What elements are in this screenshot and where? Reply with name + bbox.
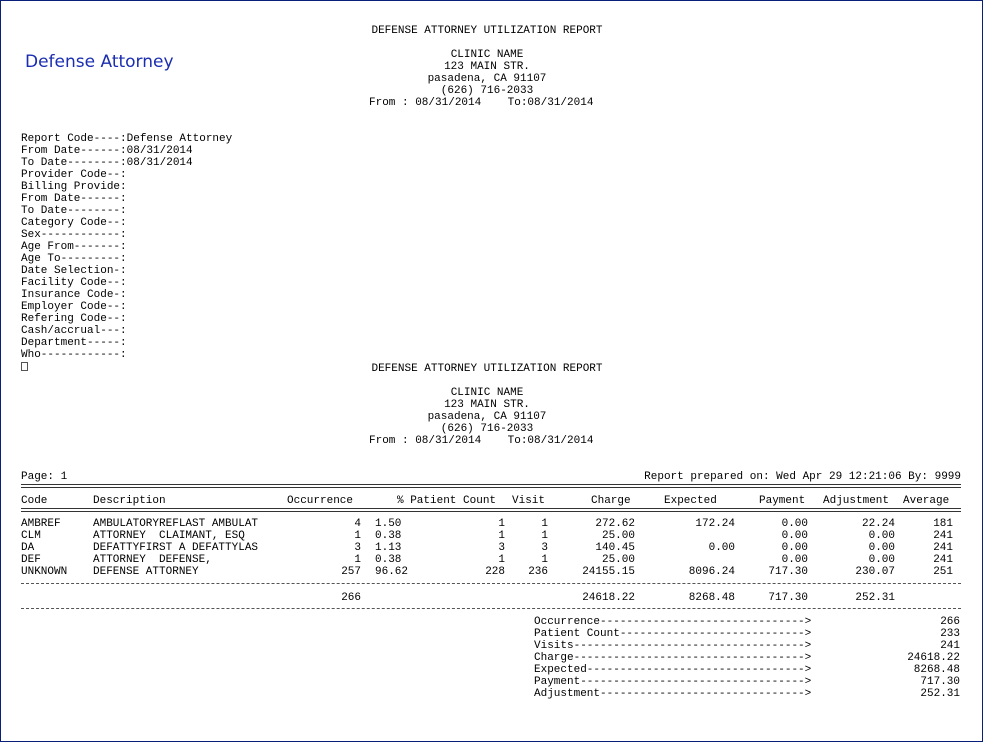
- criteria-line: From Date------:: [21, 193, 127, 205]
- dash-rule: [21, 583, 961, 584]
- cell-visit: 3: [541, 542, 548, 554]
- double-rule-2: [21, 508, 961, 512]
- cell-percent: 96.62: [375, 566, 409, 578]
- cell-payment: 0.00: [781, 530, 808, 542]
- cell-patient-count: 3: [498, 542, 505, 554]
- cell-patient-count: 228: [485, 566, 505, 578]
- report-title: DEFENSE ATTORNEY UTILIZATION REPORT: [371, 25, 603, 37]
- cell-visit: 1: [541, 554, 548, 566]
- cell-percent: 1.50: [375, 518, 402, 530]
- clinic-phone-2: (626) 716-2033: [440, 423, 534, 435]
- double-rule: [21, 484, 961, 488]
- date-range: From : 08/31/2014 To:08/31/2014: [369, 97, 594, 109]
- dash-rule-2: [21, 608, 961, 609]
- cell-percent: 1.13: [375, 542, 402, 554]
- cell-patient-count: 1: [498, 530, 505, 542]
- summary-value: 24618.22: [907, 652, 960, 664]
- cell-patient-count: 1: [498, 518, 505, 530]
- col-pct-patient-count: % Patient Count: [397, 495, 497, 507]
- criteria-line: Report Code----:Defense Attorney: [21, 133, 233, 145]
- cell-payment: 0.00: [781, 518, 808, 530]
- col-occurrence: Occurrence: [287, 495, 354, 507]
- clinic-name: CLINIC NAME: [450, 49, 524, 61]
- summary-value: 8268.48: [913, 664, 960, 676]
- summary-value: 266: [940, 616, 960, 628]
- summary-value: 241: [940, 640, 960, 652]
- cell-adjustment: 22.24: [861, 518, 895, 530]
- clinic-address1-2: 123 MAIN STR.: [444, 399, 530, 411]
- cell-average: 241: [933, 542, 953, 554]
- cell-description: ATTORNEY DEFENSE,: [93, 554, 212, 566]
- criteria-line: To Date--------:08/31/2014: [21, 157, 193, 169]
- cell-average: 241: [933, 530, 953, 542]
- criteria-line: To Date--------:: [21, 205, 127, 217]
- cell-description: AMBULATORYREFLAST AMBULAT: [93, 518, 259, 530]
- cell-adjustment: 230.07: [855, 566, 895, 578]
- cell-description: DEFENSE ATTORNEY: [93, 566, 199, 578]
- cell-code: DA: [21, 542, 35, 554]
- criteria-line: Insurance Code-:: [21, 289, 127, 301]
- cell-occurrence: 1: [354, 554, 361, 566]
- criteria-line: Facility Code--:: [21, 277, 127, 289]
- cell-charge: 272.62: [595, 518, 635, 530]
- cell-charge: 25.00: [601, 530, 635, 542]
- cell-average: 251: [933, 566, 953, 578]
- cell-code: UNKNOWN: [21, 566, 68, 578]
- cell-adjustment: 0.00: [868, 542, 895, 554]
- cell-visit: 236: [528, 566, 548, 578]
- cell-payment: 0.00: [781, 542, 808, 554]
- summary-label: Occurrence------------------------------->: [534, 616, 812, 628]
- summary-label: Adjustment------------------------------->: [534, 688, 812, 700]
- cell-occurrence: 4: [354, 518, 361, 530]
- page-number: Page: 1: [21, 471, 68, 483]
- summary-label: Visits----------------------------------->: [534, 640, 812, 652]
- cell-expected: 8096.24: [688, 566, 735, 578]
- cell-visit: 1: [541, 518, 548, 530]
- col-average: Average: [903, 495, 950, 507]
- clinic-phone: (626) 716-2033: [440, 85, 534, 97]
- cell-occurrence: 257: [341, 566, 361, 578]
- summary-value: 233: [940, 628, 960, 640]
- criteria-line: From Date------:08/31/2014: [21, 145, 193, 157]
- cell-percent: 0.38: [375, 530, 402, 542]
- cell-description: DEFATTYFIRST A DEFATTYLAS: [93, 542, 259, 554]
- cell-charge: 140.45: [595, 542, 635, 554]
- criteria-line: Department-----:: [21, 337, 127, 349]
- cell-expected: 0.00: [708, 542, 735, 554]
- cell-visit: 1: [541, 530, 548, 542]
- col-visit: Visit: [512, 495, 546, 507]
- cell-charge: 24155.15: [582, 566, 635, 578]
- col-code: Code: [21, 495, 48, 507]
- summary-label: Payment---------------------------------->: [534, 676, 812, 688]
- clinic-address2: pasadena, CA 91107: [427, 73, 547, 85]
- cell-average: 181: [933, 518, 953, 530]
- cell-adjustment: 0.00: [868, 530, 895, 542]
- cell-code: CLM: [21, 530, 41, 542]
- cell-description: ATTORNEY CLAIMANT, ESQ: [93, 530, 245, 542]
- criteria-line: Refering Code--:: [21, 313, 127, 325]
- summary-label: Charge----------------------------------->: [534, 652, 812, 664]
- cell-percent: 0.38: [375, 554, 402, 566]
- cell-code: AMBREF: [21, 518, 61, 530]
- cell-occurrence: 1: [354, 530, 361, 542]
- col-adjustment: Adjustment: [823, 495, 890, 507]
- summary-value: 717.30: [920, 676, 960, 688]
- criteria-line: Age From-------:: [21, 241, 127, 253]
- criteria-line: Date Selection-:: [21, 265, 127, 277]
- total-payment: 717.30: [768, 592, 808, 604]
- clinic-name-2: CLINIC NAME: [450, 387, 524, 399]
- summary-value: 252.31: [920, 688, 960, 700]
- cell-average: 241: [933, 554, 953, 566]
- criteria-line: Employer Code--:: [21, 301, 127, 313]
- col-payment: Payment: [759, 495, 806, 507]
- total-expected: 8268.48: [688, 592, 735, 604]
- criteria-line: Who------------:: [21, 349, 127, 361]
- criteria-line: Cash/accrual---:: [21, 325, 127, 337]
- col-expected: Expected: [664, 495, 717, 507]
- col-charge: Charge: [591, 495, 631, 507]
- cell-payment: 0.00: [781, 554, 808, 566]
- page-title: Defense Attorney: [25, 52, 174, 72]
- criteria-line: Billing Provide:: [21, 181, 127, 193]
- clinic-address1: 123 MAIN STR.: [444, 61, 530, 73]
- cell-payment: 717.30: [768, 566, 808, 578]
- cell-code: DEF: [21, 554, 41, 566]
- criteria-line: Provider Code--:: [21, 169, 127, 181]
- cell-expected: 172.24: [695, 518, 735, 530]
- prepared-on: Report prepared on: Wed Apr 29 12:21:06 By: 9999: [644, 471, 961, 483]
- cell-adjustment: 0.00: [868, 554, 895, 566]
- total-adjustment: 252.31: [855, 592, 895, 604]
- summary-label: Patient Count---------------------------->: [534, 628, 812, 640]
- cell-patient-count: 1: [498, 554, 505, 566]
- summary-label: Expected--------------------------------->: [534, 664, 812, 676]
- clinic-address2-2: pasadena, CA 91107: [427, 411, 547, 423]
- col-description: Description: [93, 495, 166, 507]
- criteria-line: Age To---------:: [21, 253, 127, 265]
- page-break-glyph: [21, 362, 28, 371]
- report-title-2: DEFENSE ATTORNEY UTILIZATION REPORT: [371, 363, 603, 375]
- cell-occurrence: 3: [354, 542, 361, 554]
- total-charge: 24618.22: [582, 592, 635, 604]
- date-range-2: From : 08/31/2014 To:08/31/2014: [369, 435, 594, 447]
- total-occurrence: 266: [341, 592, 361, 604]
- criteria-line: Category Code--:: [21, 217, 127, 229]
- criteria-line: Sex------------:: [21, 229, 127, 241]
- cell-charge: 25.00: [601, 554, 635, 566]
